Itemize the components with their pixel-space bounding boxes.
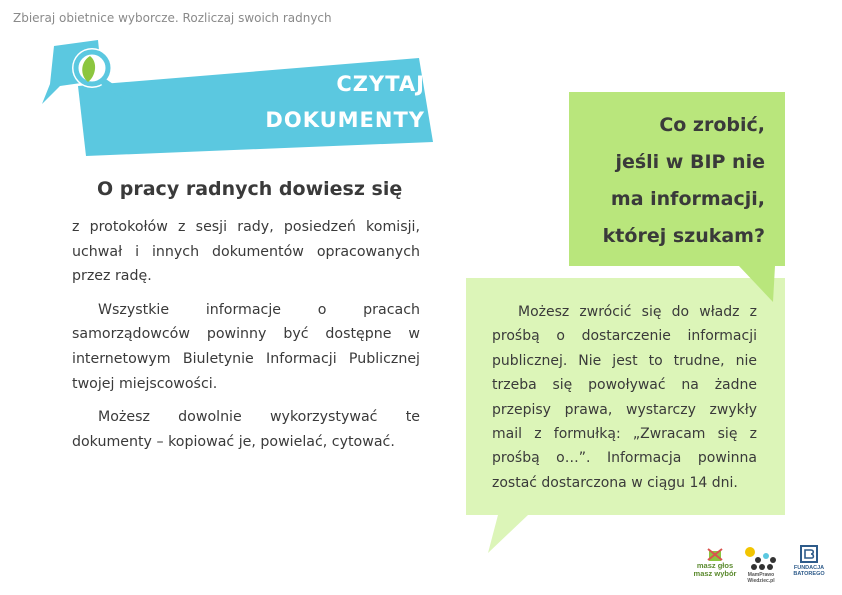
banner-title [215,66,425,138]
masz-glos-logo [690,548,740,578]
logo-text: masz głos [696,561,734,570]
banner-title-line1: CZYTAJ [336,72,425,96]
question-line: której szukam? [602,225,765,247]
partner-logos [690,545,835,587]
body-text [72,215,420,463]
question-text [577,107,765,255]
lead-heading: O pracy radnych dowiesz się [97,178,403,200]
question-line: jeśli w BIP nie [615,151,765,173]
answer-text [492,300,757,495]
banner-title-line2: DOKUMENTY [265,108,425,132]
ballot-icon [704,548,726,562]
logo-text: MamPrawo Wiedziec.pl [747,572,775,584]
question-line: Co zrobić, [659,114,765,136]
fundacja-emblem-icon [800,545,818,563]
logo-text: masz wybór [693,569,737,578]
paragraph: Możesz dowolnie wykorzystywać te dokumenty – kopiować je, powielać, cytować. [72,409,420,450]
mamprawo-logo [740,546,782,584]
paragraph: Wszystkie informacje o pracach samorządowców powinny być dostępne w internetowym Biuletynie Informacji Publicznej twojej miejscowości. [72,301,420,392]
people-dots-icon [744,546,778,572]
logo-text: BATOREGO [793,571,825,577]
fundacja-batorego-logo [793,545,825,577]
tagline: Zbieraj obietnice wyborcze. Rozliczaj swoich radnych [13,11,332,25]
paragraph: z protokołów z sesji rady, posiedzeń komisji, uchwał i innych dokumentów opracowanych przez radę. [72,219,420,285]
magnifier-speech-icon [40,40,140,110]
answer-paragraph: Możesz zwrócić się do władz z prośbą o dostarczenie informacji publicznej. Nie jest to trudne, nie trzeba się powoływać na żadne przepisy prawa, wystarczy zwykły mail z formułką: „Zwracam się z prośbą o…”. Informacja powinna zostać dostarczona w ciągu 14 dni. [492,304,757,491]
question-line: ma informacji, [610,188,765,210]
logo-text: FUNDACJA [793,565,825,571]
